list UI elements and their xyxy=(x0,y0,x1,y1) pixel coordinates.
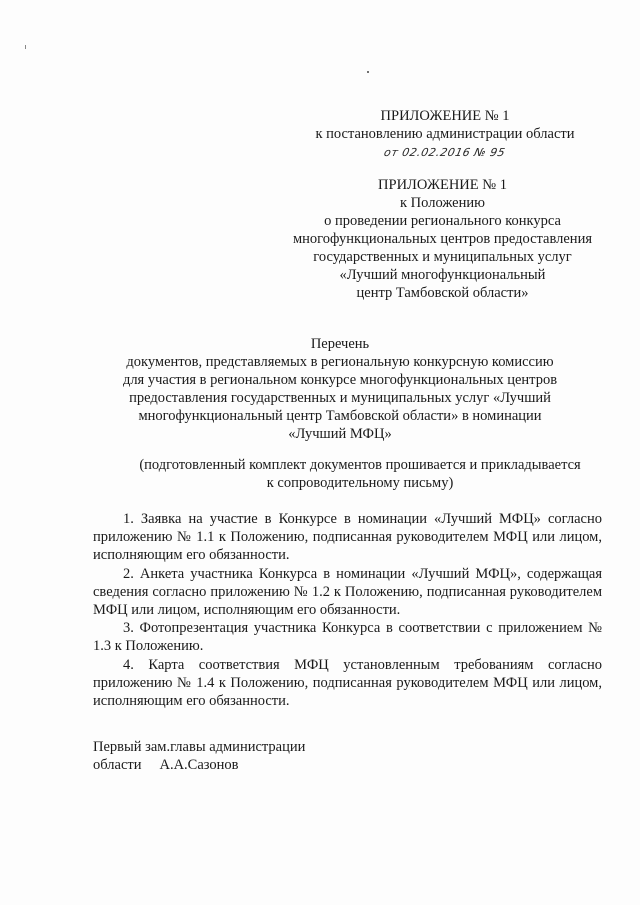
handwritten-text: от 02.02.2016 № 95 xyxy=(383,146,508,159)
signatory-position: Первый зам.главы администрации xyxy=(93,739,306,755)
handwritten-date-number xyxy=(300,143,590,162)
document-list xyxy=(93,510,602,710)
list-title-line: «Лучший МФЦ» xyxy=(288,426,392,442)
list-item: 1. Заявка на участие в Конкурсе в номинации «Лучший МФЦ» согласно приложению № 1.1 к Положению, подписанная руководителем МФЦ или лицом, исполняющим его обязанности. xyxy=(93,511,602,564)
annex-line: государственных и муниципальных услуг xyxy=(313,249,572,265)
annex-line: «Лучший многофункциональный xyxy=(339,267,546,283)
list-title xyxy=(75,335,605,443)
list-title-line: предоставления государственных и муниципальных услуг «Лучший xyxy=(129,390,551,406)
note-line: к сопроводительному письму) xyxy=(266,475,454,491)
note-line: (подготовленный комплект документов прошивается и прикладывается xyxy=(139,457,581,473)
list-title-line: документов, представляемых в региональную конкурсную комиссию xyxy=(126,354,554,370)
list-title-line: многофункциональный центр Тамбовской области» в номинации xyxy=(138,408,542,424)
annex-title: ПРИЛОЖЕНИЕ № 1 xyxy=(378,177,507,193)
signatory-name: А.А.Сазонов xyxy=(159,757,239,773)
annex-header-regulation xyxy=(285,176,600,302)
annex-line: центр Тамбовской области» xyxy=(356,285,529,301)
signatory-row xyxy=(93,756,305,774)
list-title-line: для участия в региональном конкурсе многофункциональных центров xyxy=(122,372,558,388)
annex-line: о проведении регионального конкурса xyxy=(324,213,561,229)
annex-header-decree xyxy=(300,107,590,162)
annex-line: к Положению xyxy=(400,195,485,211)
annex-subtitle: к постановлению администрации области xyxy=(315,126,575,142)
note xyxy=(95,456,625,492)
annex-line: многофункциональных центров предоставления xyxy=(292,231,592,247)
signature-block xyxy=(93,738,305,774)
scan-speck xyxy=(367,71,369,73)
list-item: 3. Фотопрезентация участника Конкурса в соответствии с приложением № 1.3 к Положению. xyxy=(93,620,602,655)
list-item: 4. Карта соответствия МФЦ установленным требованиям согласно приложению № 1.4 к Положению, подписанная руководителем МФЦ или лицом, исполняющим его обязанности. xyxy=(93,656,602,710)
signatory-position-cont: области xyxy=(93,757,142,773)
scan-speck xyxy=(25,45,26,49)
list-heading: Перечень xyxy=(310,336,370,352)
list-item: 2. Анкета участника Конкурса в номинации «Лучший МФЦ», содержащая сведения согласно приложению № 1.2 к Положению, подписанная руководителем МФЦ или лицом, исполняющим его обязанности. xyxy=(93,565,602,619)
annex-title: ПРИЛОЖЕНИЕ № 1 xyxy=(380,108,510,124)
